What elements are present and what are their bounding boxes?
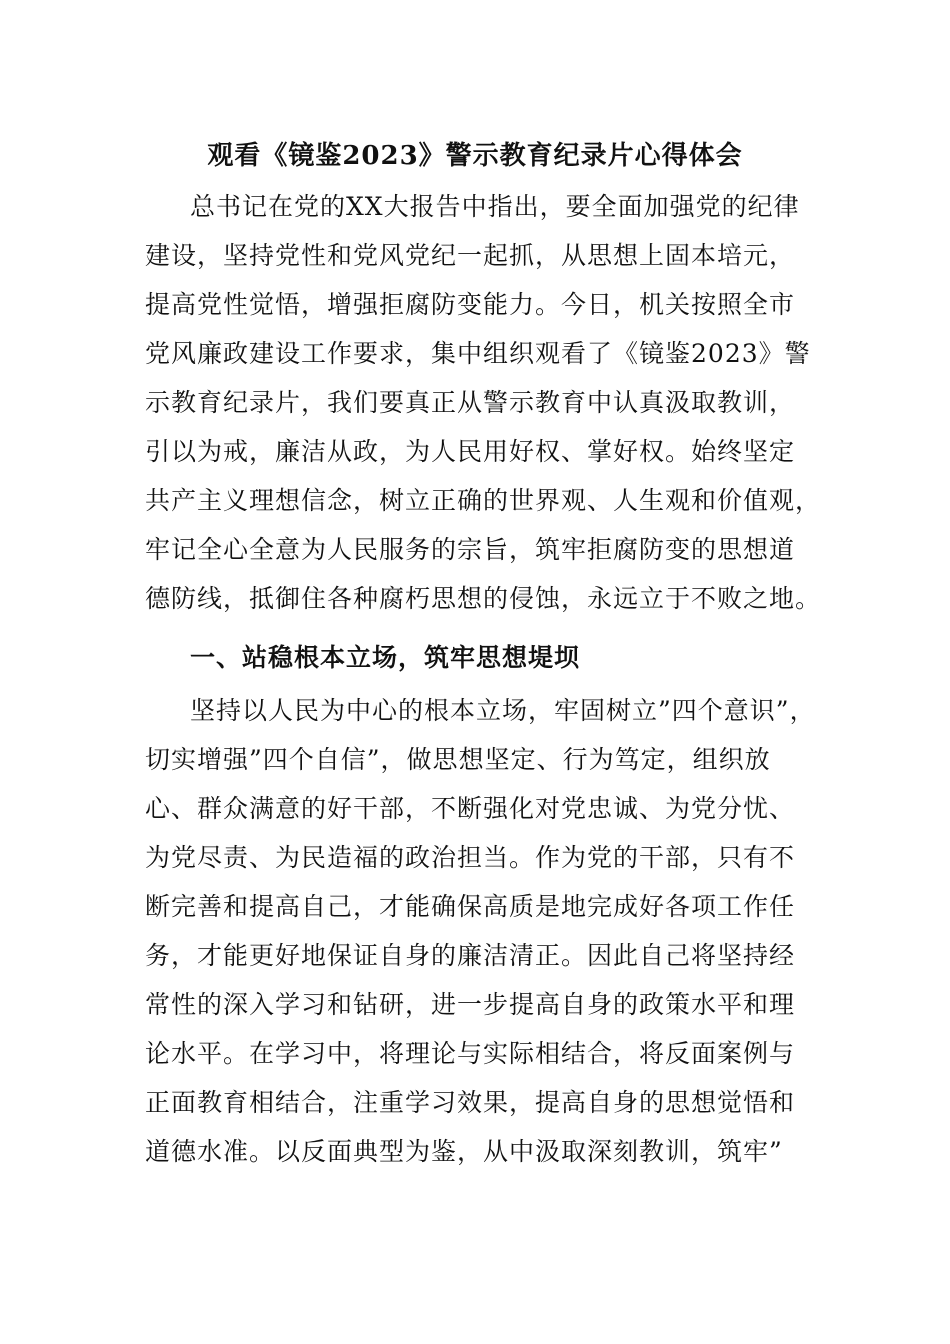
paragraph1-line-4: 党风廉政建设工作要求，集中组织观看了《镜鉴2023》警 bbox=[145, 339, 811, 368]
paragraph2-line-8: 论水平。在学习中，将理论与实际相结合，将反面案例与 bbox=[145, 1039, 796, 1068]
paragraph1-line-9: 德防线，抵御住各种腐朽思想的侵蚀，永远立于不败之地。 bbox=[145, 584, 822, 613]
paragraph2-line-5: 断完善和提高自己，才能确保高质是地完成好各项工作任 bbox=[145, 892, 796, 921]
paragraph1-line-2: 建设，坚持党性和党风党纪一起抓，从思想上固本培元， bbox=[145, 241, 796, 270]
paragraph2-line-7: 常性的深入学习和钻研，进一步提高自身的政策水平和理 bbox=[145, 990, 796, 1019]
paragraph2-line-3: 心、群众满意的好干部，不断强化对党忠诚、为党分忧、 bbox=[145, 794, 796, 823]
paragraph2-line-9: 正面教育相结合，注重学习效果，提高自身的思想觉悟和 bbox=[145, 1088, 796, 1117]
paragraph1-line-3: 提高党性觉悟，增强拒腐防变能力。今日，机关按照全市 bbox=[145, 290, 796, 319]
paragraph2-line-1: 坚持以人民为中心的根本立场，牢固树立”四个意识”， bbox=[190, 696, 816, 725]
paragraph2-line-4: 为党尽责、为民造福的政治担当。作为党的干部，只有不 bbox=[145, 843, 796, 872]
paragraph1-line-8: 牢记全心全意为人民服务的宗旨，筑牢拒腐防变的思想道 bbox=[145, 535, 796, 564]
paragraph1-line-5: 示教育纪录片，我们要真正从警示教育中认真汲取教训， bbox=[145, 388, 796, 417]
paragraph1-line-1: 总书记在党的XX大报告中指出，要全面加强党的纪律 bbox=[190, 192, 800, 221]
paragraph1-line-7: 共产主义理想信念，树立正确的世界观、人生观和价值观， bbox=[145, 486, 822, 515]
paragraph2-line-2: 切实增强”四个自信”，做思想坚定、行为笃定，组织放 bbox=[145, 745, 771, 774]
paragraph2-line-10: 道德水准。以反面典型为鉴，从中汲取深刻教训，筑牢” bbox=[145, 1137, 783, 1166]
paragraph2-line-6: 务，才能更好地保证自身的廉洁清正。因此自己将坚持经 bbox=[145, 941, 796, 970]
section-heading-1: 一、站稳根本立场，筑牢思想堤坝 bbox=[190, 643, 581, 672]
document-title: 观看《镜鉴2023》警示教育纪录片心得体会 bbox=[207, 141, 743, 171]
paragraph1-line-6: 引以为戒，廉洁从政，为人民用好权、掌好权。始终坚定 bbox=[145, 437, 796, 466]
